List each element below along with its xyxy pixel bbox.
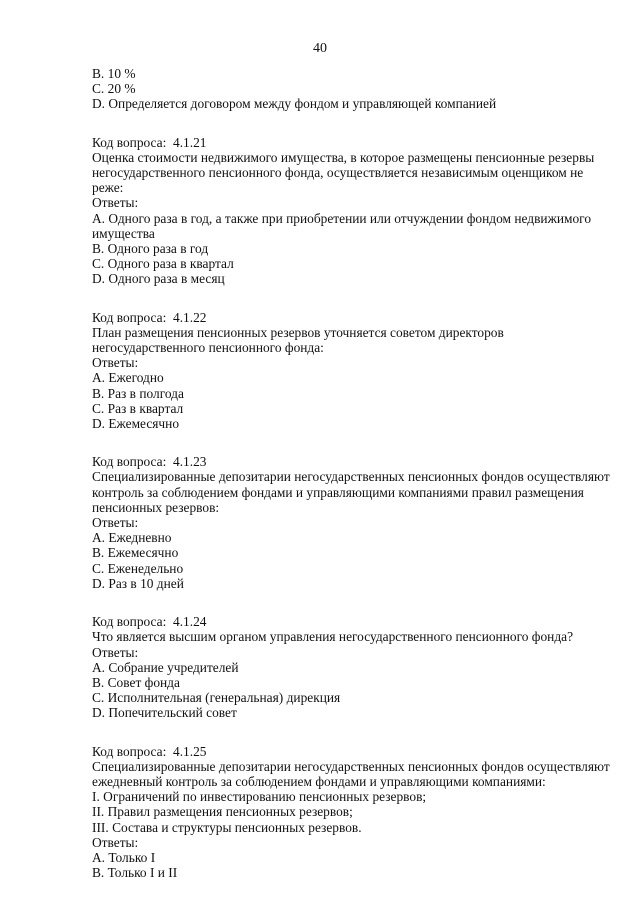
answer-option: A. Только I [92, 849, 156, 865]
answer-option: B. Одного раза в год [92, 241, 209, 257]
question-code: Код вопроса: 4.1.25 [92, 743, 207, 759]
answer-option: B. Только I и II [92, 865, 178, 881]
answer-option: C. Исполнительная (генеральная) дирекция [92, 690, 341, 706]
answers-label: Ответы: [92, 644, 139, 660]
question-block [92, 135, 612, 287]
question-text-line: Оценка стоимости недвижимого имущества, в которое размещены пенсионные резервы [92, 149, 595, 165]
question-code: Код вопроса: 4.1.21 [92, 134, 207, 150]
question-text-line: Что является высшим органом управления негосударственного пенсионного фонда? [92, 629, 574, 645]
question-text-line: I. Ограничений по инвестированию пенсионных резервов; [92, 789, 427, 805]
answers-label: Ответы: [92, 515, 139, 531]
question-block [92, 744, 612, 881]
question-block [92, 310, 612, 432]
question-text-line: II. Правил размещения пенсионных резервов; [92, 804, 353, 820]
answer-option: C. Еженедельно [92, 560, 184, 576]
answer-option: D. Одного раза в месяц [92, 271, 225, 287]
intro-options [92, 66, 612, 112]
document-body [92, 66, 612, 880]
question-block [92, 614, 612, 720]
answer-option: A. Одного раза в год, а также при приобретении или отчуждении фондом недвижимого [92, 210, 592, 226]
page-number: 40 [313, 41, 327, 56]
answer-option: A. Собрание учредителей [92, 659, 239, 675]
answer-option: A. Ежедневно [92, 530, 172, 546]
answer-option: B. 10 % [92, 66, 136, 81]
answer-option: A. Ежегодно [92, 370, 164, 386]
answer-option: B. Совет фонда [92, 674, 180, 690]
question-text-line: Специализированные депозитарии негосударственных пенсионных фондов осуществляют [92, 758, 610, 774]
answers-label: Ответы: [92, 355, 139, 371]
answer-option: C. Одного раза в квартал [92, 256, 234, 272]
answer-option: C. Раз в квартал [92, 400, 184, 416]
answers-label: Ответы: [92, 834, 139, 850]
answer-option: D. Попечительский совет [92, 705, 237, 721]
question-code: Код вопроса: 4.1.22 [92, 309, 207, 325]
answer-option: B. Ежемесячно [92, 545, 179, 561]
question-text-line: негосударственного пенсионного фонда, осуществляется независимым оценщиком не [92, 165, 584, 181]
question-text-line: контроль за соблюдением фондами и управляющими компаниями правил размещения [92, 484, 584, 500]
question-code: Код вопроса: 4.1.23 [92, 454, 207, 470]
question-code: Код вопроса: 4.1.24 [92, 614, 207, 630]
question-text-line: План размещения пенсионных резервов уточняется советом директоров [92, 324, 504, 340]
question-text-line: ежедневный контроль за соблюдением фондами и управляющими компаниями: [92, 773, 546, 789]
answer-option-continuation: имущества [92, 225, 155, 241]
question-text-line: негосударственного пенсионного фонда: [92, 340, 324, 356]
question-block [92, 454, 612, 591]
answer-option: B. Раз в полгода [92, 385, 184, 401]
answer-option: D. Ежемесячно [92, 416, 180, 432]
question-text-line: пенсионных резервов: [92, 499, 220, 515]
answer-option: D. Раз в 10 дней [92, 575, 184, 591]
question-text-line: III. Состава и структуры пенсионных резервов. [92, 819, 362, 835]
question-text-line: Специализированные депозитарии негосударственных пенсионных фондов осуществляют [92, 469, 610, 485]
answer-option: D. Определяется договором между фондом и управляющей компанией [92, 96, 497, 112]
question-text-line: реже: [92, 180, 124, 196]
answer-option: C. 20 % [92, 81, 136, 97]
answers-label: Ответы: [92, 195, 139, 211]
